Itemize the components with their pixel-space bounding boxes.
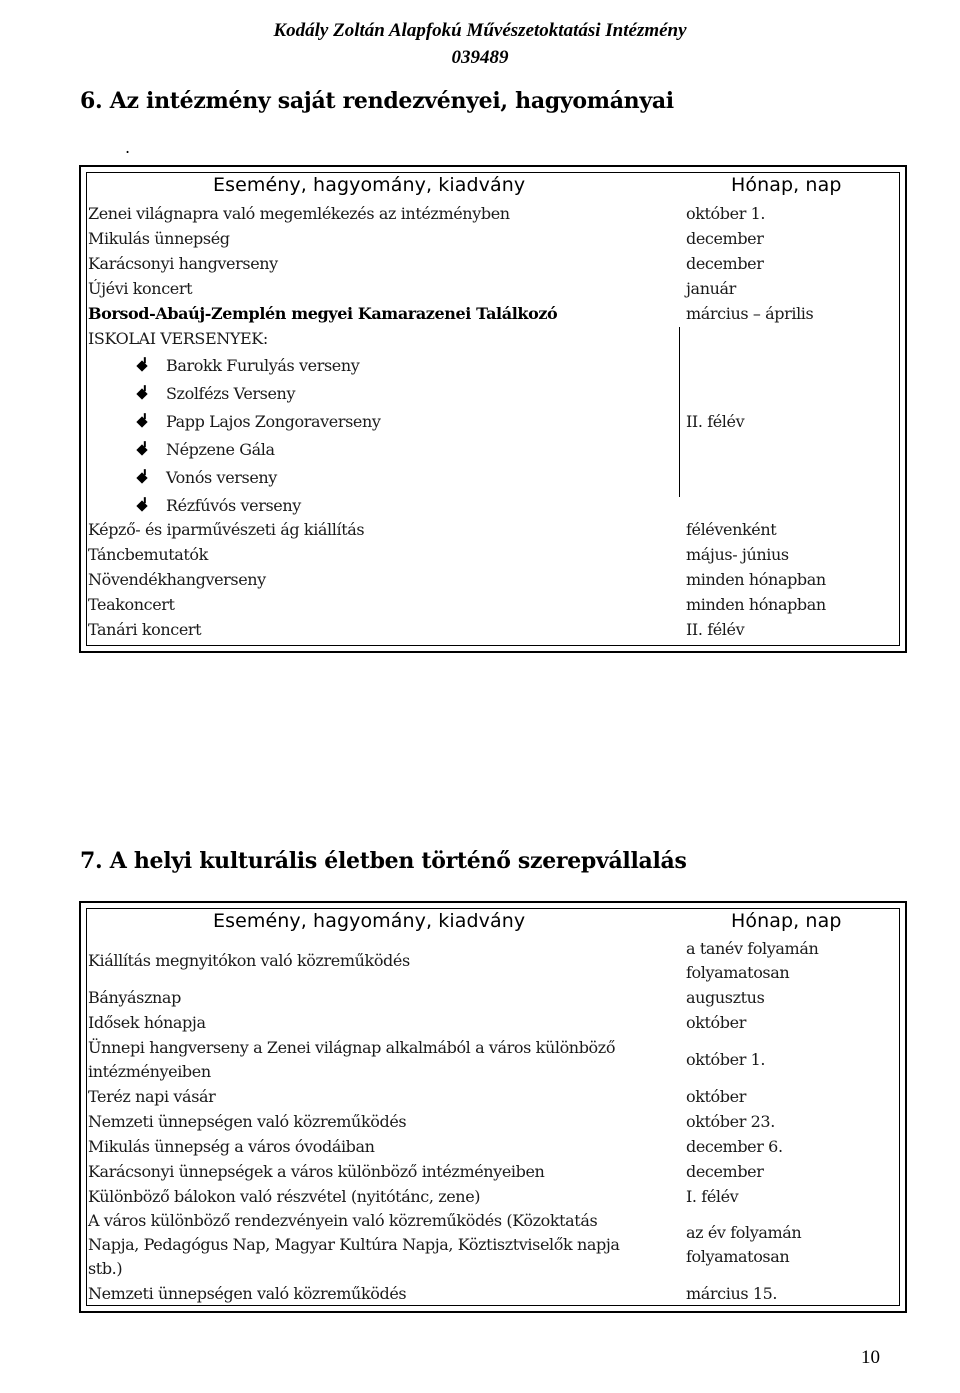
section7-date: október <box>686 1013 746 1032</box>
section6-col-event: Esemény, hagyomány, kiadvány <box>213 174 526 196</box>
section6-date: október 1. <box>686 204 766 223</box>
section6-date: május- június <box>686 545 789 564</box>
section7-col-date: Hónap, nap <box>731 910 842 932</box>
section6-dot: . <box>125 138 131 157</box>
section7-event: A város különböző rendezvényein való közreműködés (Közoktatás <box>88 1211 598 1230</box>
section6-col-date: Hónap, nap <box>731 174 842 196</box>
section6-event: Teakoncert <box>88 595 175 614</box>
section6-competition: Barokk Furulyás verseny <box>166 356 360 375</box>
section7-event: Idősek hónapja <box>88 1013 206 1032</box>
section7-event: Bányásznap <box>88 988 181 1007</box>
section7-date: I. félév <box>686 1187 739 1206</box>
section7-col-event: Esemény, hagyomány, kiadvány <box>213 910 526 932</box>
section6-competitions-date: II. félév <box>686 412 745 431</box>
section6-competition: Rézfúvós verseny <box>166 496 301 515</box>
section6-event: Növendékhangverseny <box>88 570 266 589</box>
section6-competition: Vonós verseny <box>166 468 277 487</box>
section6-competition: Papp Lajos Zongoraverseny <box>166 412 381 431</box>
section7-event: Napja, Pedagógus Nap, Magyar Kultúra Napja, Köztisztviselők napja <box>88 1235 620 1254</box>
institution-code: 039489 <box>451 47 509 68</box>
section6-event: Képző- és iparművészeti ág kiállítás <box>88 520 365 539</box>
section7-event: Nemzeti ünnepségen való közreműködés <box>88 1284 407 1303</box>
section7-title: 7. A helyi kulturális életben történő szerepvállalás <box>80 848 687 874</box>
section6-date: minden hónapban <box>686 595 826 614</box>
section7-event: Karácsonyi ünnepségek a város különböző intézményeiben <box>88 1162 545 1181</box>
section7-event: Nemzeti ünnepségen való közreműködés <box>88 1112 407 1131</box>
section7-date: október 1. <box>686 1050 766 1069</box>
section6-date: december <box>686 229 764 248</box>
section6-competition: Népzene Gála <box>166 440 275 459</box>
section7-event: Különböző bálokon való részvétel (nyitótánc, zene) <box>88 1187 481 1206</box>
section7-date: október 23. <box>686 1112 775 1131</box>
section6-event: Újévi koncert <box>88 279 193 298</box>
section7-date: március 15. <box>686 1284 778 1303</box>
section7-date: augusztus <box>686 988 765 1007</box>
section7-event: Mikulás ünnepség a város óvodáiban <box>88 1137 375 1156</box>
section6-date: március – április <box>686 304 814 323</box>
section6-date: január <box>686 279 736 298</box>
section7-date: december 6. <box>686 1137 783 1156</box>
page-number: 10 <box>861 1347 880 1368</box>
section6-date: december <box>686 254 764 273</box>
section7-date: az év folyamán <box>686 1223 802 1242</box>
institution-name: Kodály Zoltán Alapfokú Művészetoktatási Intézmény <box>273 20 687 41</box>
section6-competition: Szolfézs Verseny <box>166 384 296 403</box>
section6-title: 6. Az intézmény saját rendezvényei, hagyományai <box>80 88 674 114</box>
section6-event: ISKOLAI VERSENYEK: <box>88 329 268 348</box>
section7-event: intézményeiben <box>88 1062 211 1081</box>
section7-date: folyamatosan <box>686 963 790 982</box>
section7-date: december <box>686 1162 764 1181</box>
section6-date: II. félév <box>686 620 745 639</box>
section6-date: minden hónapban <box>686 570 826 589</box>
section6-date: félévenként <box>686 520 777 539</box>
section7-event: Ünnepi hangverseny a Zenei világnap alkalmából a város különböző <box>88 1038 616 1057</box>
section7-event: Teréz napi vásár <box>88 1087 216 1106</box>
section6-event: Zenei világnapra való megemlékezés az intézményben <box>88 204 510 223</box>
section6-event: Tanári koncert <box>88 620 202 639</box>
section6-event: Borsod-Abaúj-Zemplén megyei Kamarazenei Találkozó <box>88 304 558 323</box>
section6-event: Mikulás ünnepség <box>88 229 230 248</box>
section6-event: Táncbemutatók <box>88 545 208 564</box>
section7-date: folyamatosan <box>686 1247 790 1266</box>
section7-date: október <box>686 1087 746 1106</box>
section7-date: a tanév folyamán <box>686 939 819 958</box>
section6-divider <box>679 327 680 497</box>
section7-event: stb.) <box>88 1259 123 1278</box>
section6-event: Karácsonyi hangverseny <box>88 254 278 273</box>
section7-event: Kiállítás megnyitókon való közreműködés <box>88 951 410 970</box>
